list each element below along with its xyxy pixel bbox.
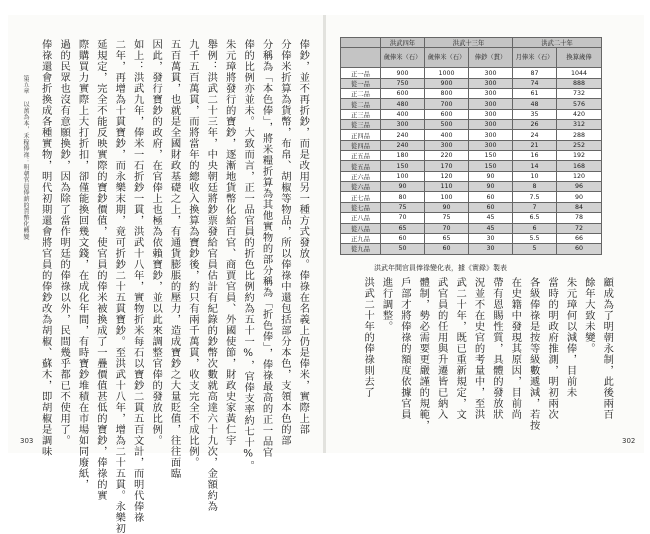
rank-cell: 從九品 — [341, 244, 381, 254]
value-cell: 5 — [513, 244, 557, 254]
group-header: 洪武二十年 — [513, 38, 602, 48]
value-cell: 732 — [557, 89, 602, 99]
table-row — [341, 171, 602, 181]
value-cell: 252 — [557, 140, 602, 150]
value-cell: 220 — [425, 151, 469, 161]
value-cell: 30 — [469, 233, 513, 243]
value-cell: 60 — [381, 233, 425, 243]
text-column: 俸祿還會折換成各種實物，明代初期還會將官員的俸鈔改為胡椒、蘇木，即胡椒是調味 — [39, 39, 52, 457]
text-column: 朱元璋將發行的寶鈔，逐漸地貨幣化給百官、商賈官員、外國使節，財政史家黃仁宇 — [223, 39, 236, 446]
value-cell: 45 — [469, 223, 513, 233]
value-cell: 90 — [469, 182, 513, 192]
value-cell: 75 — [381, 202, 425, 212]
table-row — [341, 89, 602, 99]
value-cell: 70 — [425, 223, 469, 233]
value-cell: 240 — [381, 140, 425, 150]
value-cell: 14 — [513, 161, 557, 171]
table-row — [341, 68, 602, 78]
value-cell: 300 — [469, 99, 513, 109]
value-cell: 400 — [425, 130, 469, 140]
value-cell: 66 — [557, 233, 602, 243]
text-column: 戶部才將俸祿的額度依據官員 — [398, 277, 411, 420]
value-cell: 900 — [381, 68, 425, 78]
rank-cell: 從五品 — [341, 161, 381, 171]
column-header: 俸鈔（貫） — [469, 48, 513, 68]
table-row — [341, 151, 602, 161]
text-column: 俸鈔，並不再折鈔，而是改用另一種方式發放。俸祿在名義上仍是俸米，實際上部 — [297, 39, 310, 435]
text-column: 俸的比例亦並未。大致而言，正一品官員的折色比例約為五十一%，官俸支率約七十%。 — [242, 39, 255, 472]
value-cell: 48 — [513, 99, 557, 109]
rank-cell: 正七品 — [341, 192, 381, 202]
value-cell: 26 — [513, 120, 557, 130]
value-cell: 100 — [381, 171, 425, 181]
rank-cell: 正六品 — [341, 171, 381, 181]
text-column: 二年，再增為十貫寶鈔，而永樂末期，竟可折鈔二十五貫寶鈔。至洪武十八年，增為二十五貫。永樂初 — [113, 39, 126, 534]
value-cell: 60 — [425, 244, 469, 254]
value-cell: 750 — [381, 78, 425, 88]
value-cell: 600 — [381, 89, 425, 99]
page-number-left: 303 — [20, 437, 34, 445]
value-cell: 87 — [513, 68, 557, 78]
group-header: 洪武十三年 — [425, 38, 513, 48]
value-cell: 84 — [557, 202, 602, 212]
value-cell: 30 — [469, 244, 513, 254]
text-column: 武官員的任用與升遷皆已納入 — [435, 277, 448, 420]
value-cell: 45 — [469, 213, 513, 223]
table-row — [341, 244, 602, 254]
value-cell: 480 — [381, 99, 425, 109]
value-cell: 6 — [513, 223, 557, 233]
text-column: 因此，發行寶鈔的政府，在官俸上也極為依賴寶鈔，並以此來調整官俸的發放比例。 — [150, 39, 163, 446]
right-page — [326, 15, 644, 453]
value-cell: 8 — [513, 182, 557, 192]
value-cell: 150 — [381, 161, 425, 171]
value-cell: 300 — [469, 68, 513, 78]
value-cell: 300 — [469, 120, 513, 130]
value-cell: 300 — [469, 89, 513, 99]
value-cell: 1000 — [425, 68, 469, 78]
text-column: 分俸米折算為貨幣，布帛、胡椒等物品，所以俸祿中還包括部分本色，支領本色的部 — [278, 39, 291, 446]
value-cell: 300 — [425, 140, 469, 150]
value-cell: 600 — [425, 109, 469, 119]
salary-table — [340, 37, 601, 255]
table-row — [341, 78, 602, 88]
value-cell: 800 — [425, 89, 469, 99]
value-cell: 90 — [469, 171, 513, 181]
rank-cell: 正五品 — [341, 151, 381, 161]
value-cell: 5.5 — [513, 233, 557, 243]
value-cell: 150 — [469, 151, 513, 161]
rank-cell: 從四品 — [341, 140, 381, 150]
rank-cell: 從一品 — [341, 78, 381, 88]
value-cell: 500 — [425, 120, 469, 130]
text-column: 五百萬貫，也就是全國財政基礎之上，有通貨膨脹的壓力，造成寶鈔之大量貶值，往往面臨 — [168, 39, 181, 479]
rank-cell: 正三品 — [341, 109, 381, 119]
value-cell: 120 — [425, 171, 469, 181]
group-header: 洪武四年 — [381, 38, 425, 48]
page-number-right: 302 — [622, 437, 636, 445]
value-cell: 10 — [513, 171, 557, 181]
value-cell: 170 — [425, 161, 469, 171]
running-header: 第五章 以萬為本，禾稼俸祿：明朝官員俸薪的貨幣化轉變 — [22, 75, 29, 240]
table-caption: 洪武年間官員俸祿變化表，據《實錄》製表 — [374, 264, 507, 272]
value-cell: 300 — [469, 130, 513, 140]
value-cell: 288 — [557, 130, 602, 140]
rank-cell: 從二品 — [341, 99, 381, 109]
text-column: 況並不在史官的考量中，至洪 — [472, 277, 485, 420]
value-cell: 100 — [425, 192, 469, 202]
rank-cell: 正八品 — [341, 213, 381, 223]
value-cell: 96 — [557, 182, 602, 192]
text-column: 過的民眾也沒有意願換鈔，因為除了當作明廷的俸祿以外，民間幾乎都已不使用了。 — [58, 39, 71, 446]
table-row — [341, 182, 602, 192]
value-cell: 24 — [513, 130, 557, 140]
rank-cell: 從三品 — [341, 120, 381, 130]
text-column: 際購買力實際上大打折扣，卻僅能換回幾文錢，在成化年間，有時寶鈔堆積在市場如同廢紙， — [76, 39, 89, 490]
value-cell: 74 — [513, 78, 557, 88]
rank-cell: 正九品 — [341, 233, 381, 243]
value-cell: 300 — [469, 109, 513, 119]
text-column: 當時的明政府推測，明初兩次 — [546, 277, 559, 420]
value-cell: 75 — [425, 213, 469, 223]
value-cell: 7.5 — [513, 192, 557, 202]
rank-cell: 從七品 — [341, 202, 381, 212]
value-cell: 80 — [381, 192, 425, 202]
table-row — [341, 213, 602, 223]
text-column: 在史籍中發現其原因，目前尚 — [509, 277, 522, 420]
value-cell: 61 — [513, 89, 557, 99]
value-cell: 1044 — [557, 68, 602, 78]
value-cell: 72 — [557, 223, 602, 233]
rank-cell: 從八品 — [341, 223, 381, 233]
rank-cell: 正一品 — [341, 68, 381, 78]
value-cell: 90 — [381, 182, 425, 192]
value-cell: 90 — [557, 192, 602, 202]
value-cell: 50 — [381, 244, 425, 254]
text-column: 各級俸祿是按等級數遞減，若按 — [527, 277, 540, 431]
value-cell: 65 — [425, 233, 469, 243]
table-row — [341, 109, 602, 119]
value-cell: 700 — [425, 99, 469, 109]
value-cell: 300 — [469, 78, 513, 88]
value-cell: 60 — [469, 192, 513, 202]
value-cell: 65 — [381, 223, 425, 233]
value-cell: 6.5 — [513, 213, 557, 223]
value-cell: 16 — [513, 151, 557, 161]
text-column: 武二十年，既已重新規定，文 — [454, 277, 467, 420]
text-column: 舉例：洪武二十三年，中央朝廷將鈔票發給官員估計有紀錄的鈔幣次數就高達六十九次，金額約為 — [205, 39, 218, 512]
table-row — [341, 120, 602, 130]
text-column: 如上：洪武九年，俸米一石折鈔一貫，洪武十八年，實物折米每石以寶鈔二貫五百文計，而明代俸祿 — [131, 39, 144, 523]
text-column: 顧成為了明朝永制，此後兩百 — [601, 277, 614, 420]
value-cell: 400 — [381, 109, 425, 119]
rank-cell: 正四品 — [341, 130, 381, 140]
value-cell: 35 — [513, 109, 557, 119]
rank-cell: 正二品 — [341, 89, 381, 99]
table-row — [341, 223, 602, 233]
value-cell: 7 — [513, 202, 557, 212]
table-row — [341, 140, 602, 150]
value-cell: 900 — [425, 78, 469, 88]
table-row — [341, 161, 602, 171]
table-row — [341, 202, 602, 212]
text-column: 朱元璋何以減俸，目前未 — [564, 277, 577, 398]
value-cell: 300 — [469, 140, 513, 150]
text-column: 體制，勢必需要更嚴謹的規範， — [417, 277, 430, 431]
table-row — [341, 99, 602, 109]
value-cell: 90 — [425, 202, 469, 212]
value-cell: 420 — [557, 109, 602, 119]
value-cell: 60 — [557, 244, 602, 254]
text-column: 進行調整。 — [380, 277, 393, 332]
value-cell: 168 — [557, 161, 602, 171]
value-cell: 21 — [513, 140, 557, 150]
value-cell: 60 — [469, 202, 513, 212]
value-cell: 120 — [557, 171, 602, 181]
text-column: 餘年大致未變。 — [582, 277, 595, 354]
value-cell: 312 — [557, 120, 602, 130]
value-cell: 78 — [557, 213, 602, 223]
text-column: 帶有恩賜性質，具體的發放狀 — [490, 277, 503, 420]
column-header: 月俸米（石） — [513, 48, 557, 68]
column-header: 換算歲俸 — [557, 48, 602, 68]
value-cell: 70 — [381, 213, 425, 223]
value-cell: 576 — [557, 99, 602, 109]
table-row — [341, 130, 602, 140]
text-column: 洪武二十年的俸祿則去了 — [362, 277, 375, 398]
column-header: 歲俸米（石） — [425, 48, 469, 68]
column-header: 歲俸米（石） — [381, 48, 425, 68]
table-corner — [341, 38, 381, 48]
value-cell: 110 — [425, 182, 469, 192]
left-page — [8, 15, 324, 534]
value-cell: 192 — [557, 151, 602, 161]
value-cell: 300 — [381, 120, 425, 130]
column-header — [341, 48, 381, 68]
value-cell: 180 — [381, 151, 425, 161]
value-cell: 888 — [557, 78, 602, 88]
rank-cell: 從六品 — [341, 182, 381, 192]
text-column: 九千五百萬貫，而將當年的總收入換算為寶鈔後，約只有兩千萬貫，收支完全不成比例。 — [186, 39, 199, 468]
value-cell: 240 — [381, 130, 425, 140]
value-cell: 150 — [469, 161, 513, 171]
text-column: 分稱為「本色俸」，將米糧折算為其他實物的部分稱為「折色俸」，俸祿最高的正一品官 — [260, 39, 273, 458]
table-row — [341, 233, 602, 243]
table-row — [341, 192, 602, 202]
text-column: 延規定，完全不能反映實際的寶鈔價值，使官員的俸米被換成了一疊價值甚低的寶鈔，俸祿的實 — [94, 39, 107, 501]
